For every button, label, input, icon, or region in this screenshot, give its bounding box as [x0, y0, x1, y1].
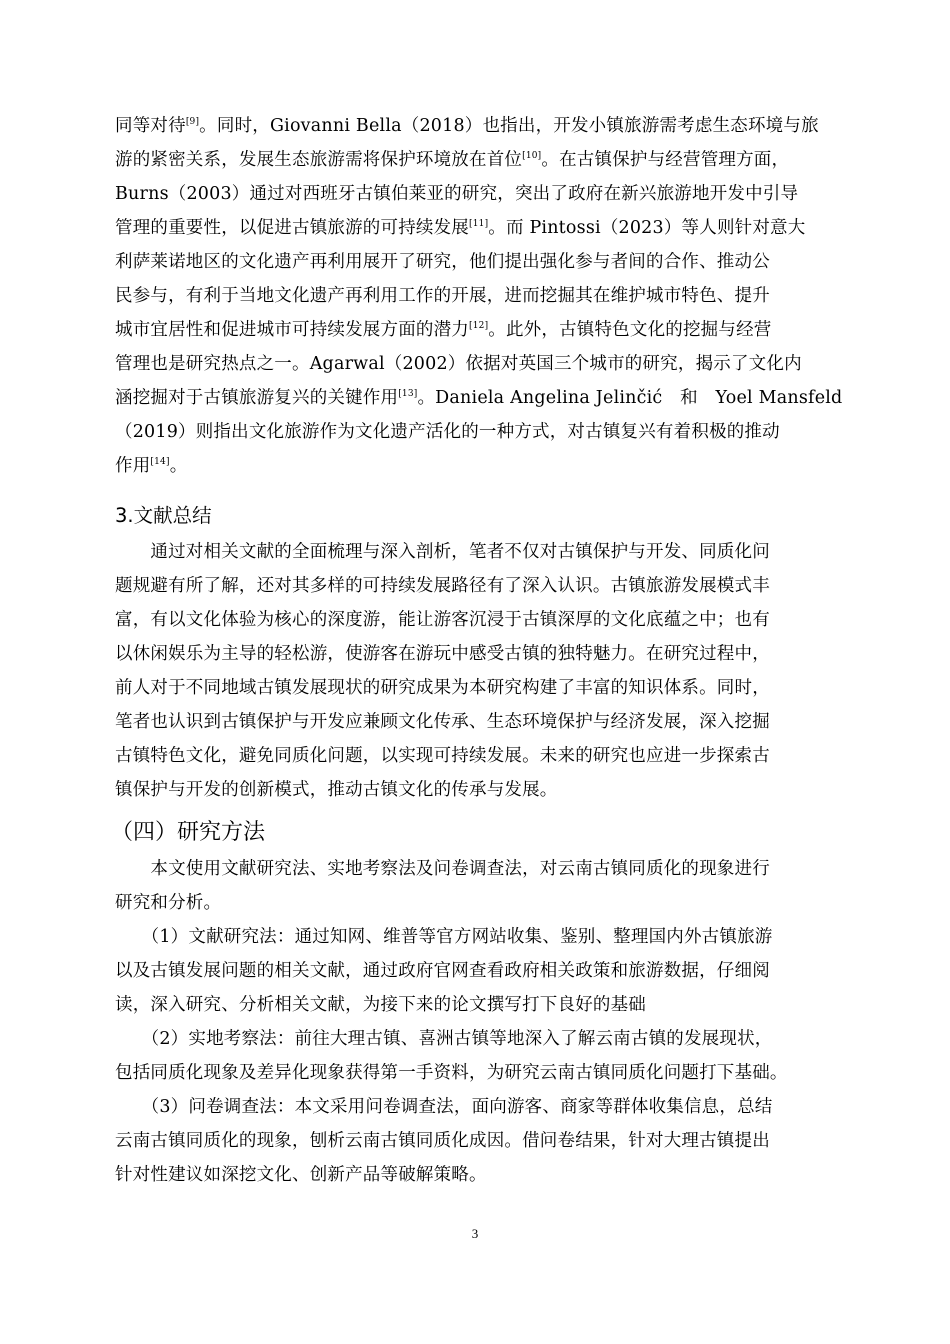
- text-line: 古镇特色文化，避免同质化问题，以实现可持续发展。未来的研究也应进一步探索古: [115, 746, 770, 766]
- text-line: 云南古镇同质化的现象，刨析云南古镇同质化成因。借问卷结果，针对大理古镇提出: [115, 1131, 770, 1151]
- text-line: （2）实地考察法：前往大理古镇、喜洲古镇等地深入了解云南古镇的发展现状，: [115, 1029, 773, 1049]
- text-line: 同等对待[9]。同时，Giovanni Bella（2018）也指出，开发小镇旅游需考虑生态环境与旅: [115, 116, 819, 136]
- citation-ref: [13]: [398, 389, 418, 399]
- section-heading-literature-summary: 3.文献总结: [115, 504, 212, 527]
- text-line: 富，有以文化体验为核心的深度游，能让游客沉浸于古镇深厚的文化底蕴之中；也有: [115, 610, 770, 630]
- paragraph-method-fieldwork: [115, 1022, 839, 1090]
- text-line: 以及古镇发展问题的相关文献，通过政府官网查看政府相关政策和旅游数据，仔细阅: [115, 961, 770, 981]
- text-line: 游的紧密关系，发展生态旅游需将保护环境放在首位[10]。在古镇保护与经营管理方面，: [115, 150, 790, 170]
- text-line: 笔者也认识到古镇保护与开发应兼顾文化传承、生态环境保护与经济发展，深入挖掘: [115, 712, 770, 732]
- text-line: 涵挖掘对于古镇旅游复兴的关键作用[13]。Daniela Angelina Jelinčić 和 Yoel Mansfeld: [115, 388, 843, 408]
- section-heading-research-methods: （四）研究方法: [111, 820, 266, 845]
- text-line: （2019）则指出文化旅游作为文化遗产活化的一种方式，对古镇复兴有着积极的推动: [115, 422, 780, 442]
- citation-ref: [10]: [522, 151, 542, 161]
- text-line: 通过对相关文献的全面梳理与深入剖析，笔者不仅对古镇保护与开发、同质化问: [115, 542, 770, 562]
- text-line: 前人对于不同地域古镇发展现状的研究成果为本研究构建了丰富的知识体系。同时，: [115, 678, 770, 698]
- paragraph-method-literature: [115, 920, 839, 1022]
- citation-ref: [12]: [469, 321, 489, 331]
- paragraph-methods-intro: [115, 852, 839, 920]
- paragraph-literature-summary: [115, 535, 839, 807]
- text-line: Burns（2003）通过对西班牙古镇伯莱亚的研究，突出了政府在新兴旅游地开发中引导: [115, 184, 799, 204]
- text-line: 作用[14]。: [115, 456, 188, 476]
- paragraph-method-questionnaire: [115, 1090, 839, 1192]
- page-number: 3: [471, 1226, 479, 1241]
- text-line: （1）文献研究法：通过知网、维普等官方网站收集、鉴别、整理国内外古镇旅游: [115, 927, 773, 947]
- text-line: 利萨莱诺地区的文化遗产再利用展开了研究，他们提出强化参与者间的合作、推动公: [115, 252, 770, 272]
- text-line: 管理也是研究热点之一。Agarwal（2002）依据对英国三个城市的研究，揭示了文化内: [115, 354, 802, 374]
- text-line: 镇保护与开发的创新模式，推动古镇文化的传承与发展。: [115, 780, 558, 800]
- text-line: 研究和分析。: [115, 893, 222, 913]
- text-line: （3）问卷调查法：本文采用问卷调查法，面向游客、商家等群体收集信息，总结: [115, 1097, 773, 1117]
- citation-ref: [14]: [150, 457, 170, 467]
- text-line: 读，深入研究、分析相关文献，为接下来的论文撰写打下良好的基础: [115, 995, 646, 1015]
- text-line: 民参与，有利于当地文化遗产再利用工作的开展，进而挖掘其在维护城市特色、提升: [115, 286, 770, 306]
- text-line: 管理的重要性，以促进古镇旅游的可持续发展[11]。而 Pintossi（2023）等人则针对意大: [115, 218, 806, 238]
- text-line: 针对性建议如深挖文化、创新产品等破解策略。: [115, 1165, 487, 1185]
- text-line: 包括同质化现象及差异化现象获得第一手资料，为研究云南古镇同质化问题打下基础。: [115, 1063, 788, 1083]
- citation-ref: [9]: [185, 117, 200, 127]
- text-line: 题规避有所了解，还对其多样的可持续发展路径有了深入认识。古镇旅游发展模式丰: [115, 576, 770, 596]
- text-line: 本文使用文献研究法、实地考察法及问卷调查法，对云南古镇同质化的现象进行: [115, 859, 770, 879]
- paragraph-literature-review-foreign: [115, 109, 843, 483]
- text-line: 城市宜居性和促进城市可持续发展方面的潜力[12]。此外，古镇特色文化的挖掘与经营: [115, 320, 772, 340]
- citation-ref: [11]: [469, 219, 489, 229]
- text-line: 以休闲娱乐为主导的轻松游，使游客在游玩中感受古镇的独特魅力。在研究过程中，: [115, 644, 770, 664]
